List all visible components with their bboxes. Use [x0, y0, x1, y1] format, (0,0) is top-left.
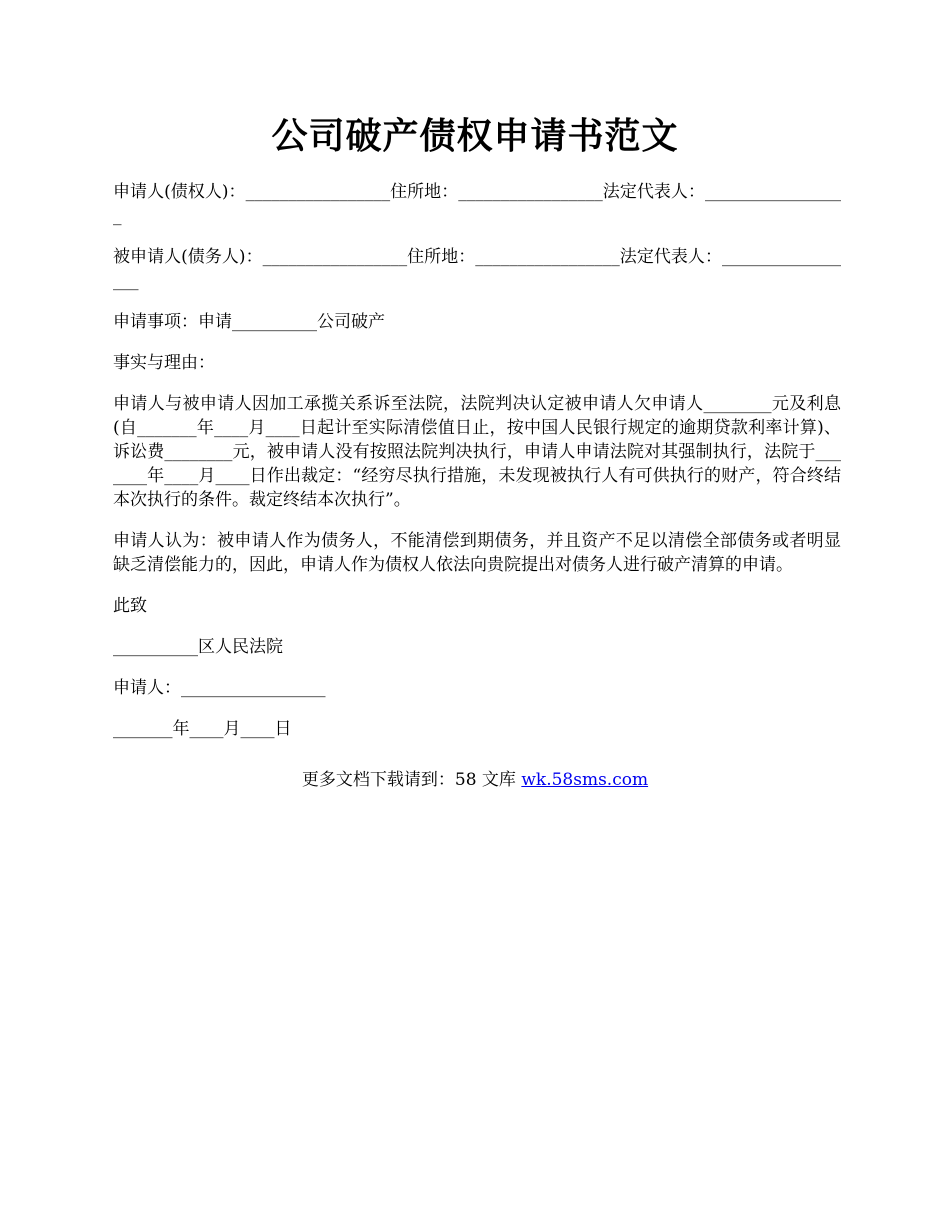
footer-text: 更多文档下载请到：58 文库 [301, 770, 522, 790]
respondent-line: 被申请人(债务人)：_________________住所地：_________________法定代表人：_________________ [113, 247, 841, 291]
facts-paragraph: 申请人与被申请人因加工承揽关系诉至法院，法院判决认定被申请人欠申请人________元及利息(自_______年____月____日起计至实际清偿值日止，按中国人民银行规定的逾期贷款利率计算)、诉讼费________元，被申请人没有按照法院判决执行，申请人申请法院对其强制执行，法院于_______年____月____日作出裁定：“经穷尽执行措施，未发现被执行人有可供执行的财产，符合终结本次执行的条件。裁定终结本次执行”。 [113, 394, 841, 510]
court-line: __________区人民法院 [113, 637, 283, 657]
signature-line: 申请人：_________________ [113, 678, 326, 698]
opinion-paragraph: 申请人认为：被申请人作为债务人，不能清偿到期债务，并且资产不足以清偿全部债务或者明显缺乏清偿能力的，因此，申请人作为债权人依法向贵院提出对债务人进行破产清算的申请。 [113, 531, 841, 575]
applicant-line: 申请人(债权人)：_________________住所地：_________________法定代表人：_________________ [113, 182, 841, 226]
document-title: 公司破产债权申请书范文 [271, 115, 679, 157]
footer-link[interactable]: wk.58sms.com [521, 770, 649, 790]
date-line: _______年____月____日 [113, 719, 292, 739]
download-footer [0, 768, 950, 792]
facts-heading: 事实与理由： [113, 353, 215, 373]
application-matter: 申请事项：申请__________公司破产 [113, 312, 385, 332]
document-body [113, 180, 841, 758]
salutation: 此致 [113, 596, 147, 616]
